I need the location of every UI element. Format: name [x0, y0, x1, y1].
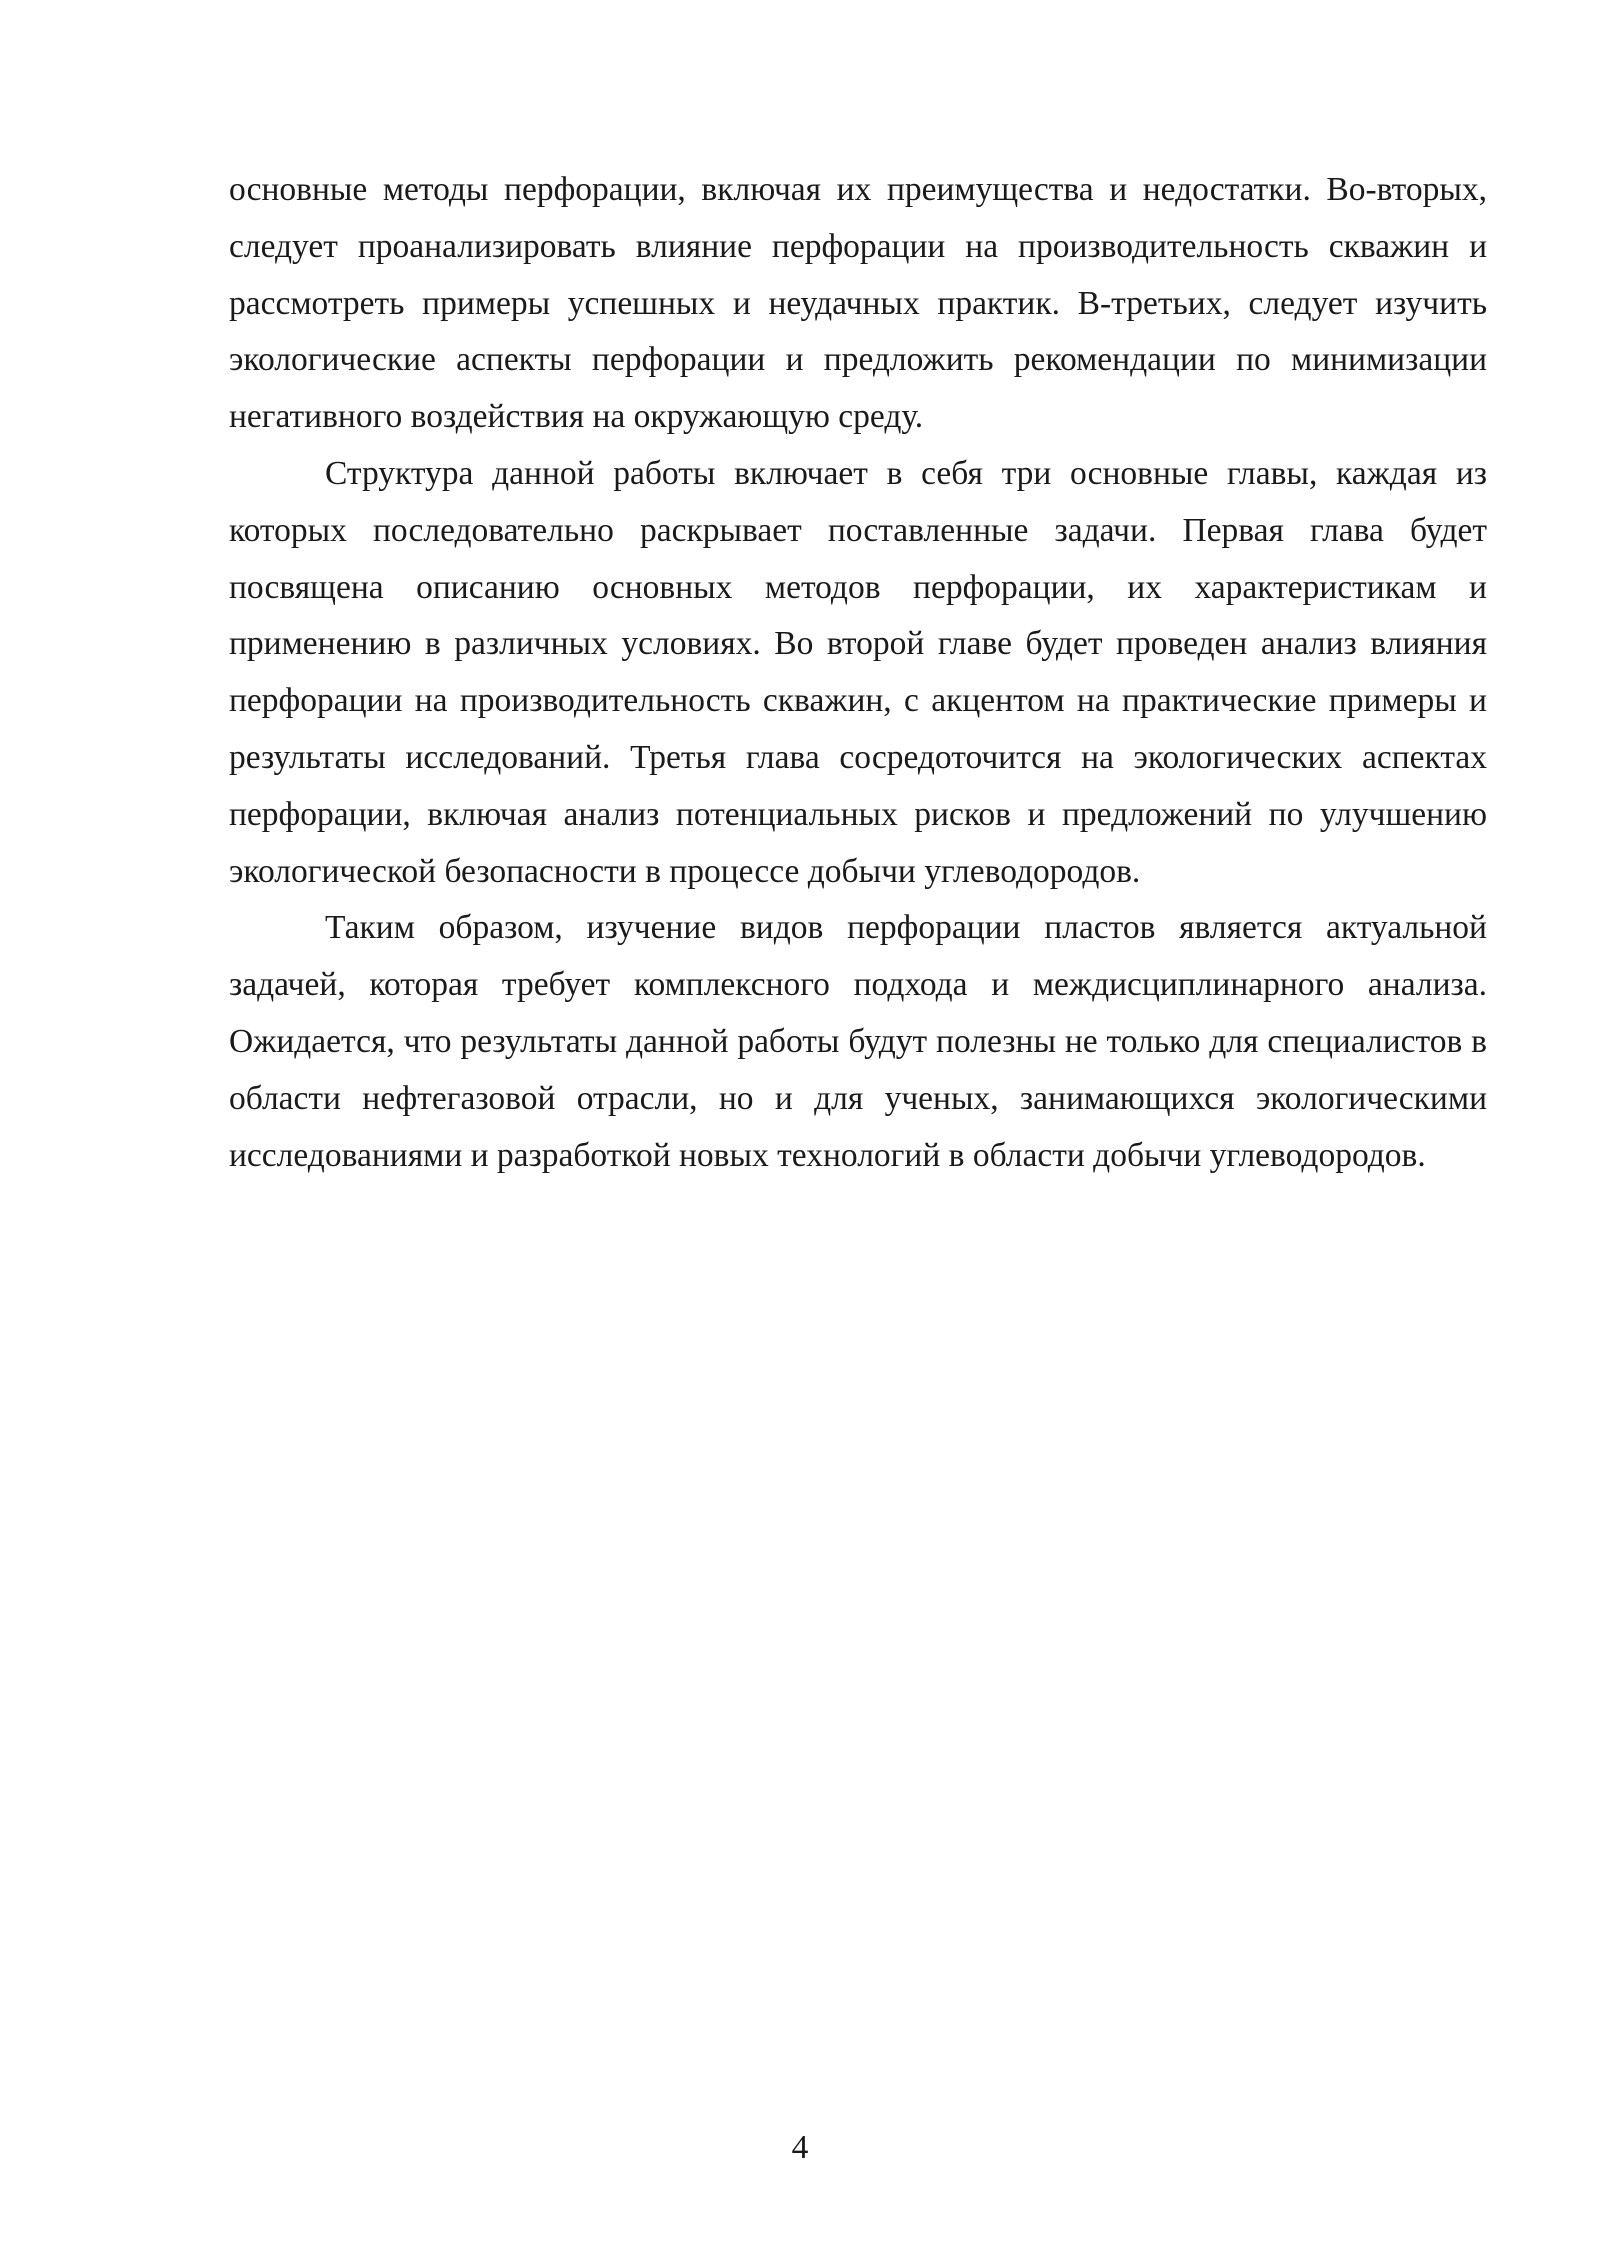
page-number: 4 — [791, 2129, 809, 2166]
paragraph-continuation: основные методы перфорации, включая их преимущества и недостатки. Во-вторых, следует проанализировать влияние перфорации на производительность скважин и рассмотреть примеры успешных и неудачных практик. В-третьих, следует изучить экологические аспекты перфорации и предложить рекомендации по минимизации негативного воздействия на окружающую среду. — [229, 171, 1487, 436]
body-text — [229, 162, 1487, 1184]
paragraph-conclusion: Таким образом, изучение видов перфорации пластов является актуальной задачей, которая требует комплексного подхода и междисциплинарного анализа. Ожидается, что результаты данной работы будут полезны не только для специалистов в области нефтегазовой отрасли, но и для ученых, занимающихся экологическими исследованиями и разработкой новых технологий в области добычи углеводородов. — [229, 909, 1487, 1174]
paragraph-structure: Структура данной работы включает в себя три основные главы, каждая из которых последовательно раскрывает поставленные задачи. Первая глава будет посвящена описанию основных методов перфорации, их характеристикам и применению в различных условиях. Во второй главе будет проведен анализ влияния перфорации на производительность скважин, с акцентом на практические примеры и результаты исследований. Третья глава сосредоточится на экологических аспектах перфорации, включая анализ потенциальных рисков и предложений по улучшению экологической безопасности в процессе добычи углеводородов. — [229, 454, 1487, 890]
